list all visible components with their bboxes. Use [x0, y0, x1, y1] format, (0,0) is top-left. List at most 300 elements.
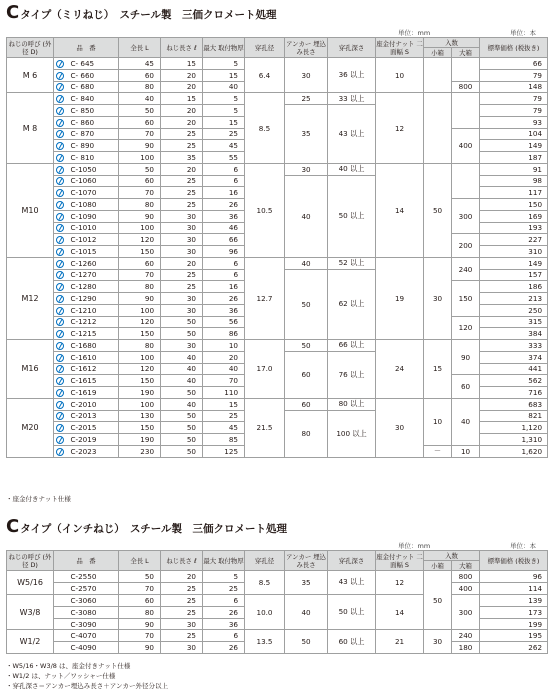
part-icon-cell [54, 257, 67, 269]
length: 130 [119, 410, 161, 422]
qty-large: 180 [452, 642, 480, 654]
max-thickness: 45 [203, 140, 245, 152]
price: 199 [480, 618, 548, 630]
table-row [7, 630, 548, 642]
length: 90 [119, 210, 161, 222]
qty-large: 150 [452, 281, 480, 316]
anchor-symbol-icon [56, 448, 64, 456]
price: 150 [480, 199, 548, 211]
header-part: 品 番 [54, 551, 119, 571]
part-icon-cell [54, 630, 67, 642]
part-number: C-1070 [67, 187, 119, 199]
max-thickness: 5 [203, 105, 245, 117]
table-row [7, 93, 548, 105]
qty-large: 400 [452, 128, 480, 163]
hole-depth: 66 以上 [328, 340, 376, 352]
thread-length: 20 [161, 105, 203, 117]
thread-length: 30 [161, 246, 203, 258]
qty-large [452, 163, 480, 198]
length: 100 [119, 152, 161, 164]
part-icon-cell [54, 422, 67, 434]
price: 384 [480, 328, 548, 340]
thread-length: 30 [161, 222, 203, 234]
header-price: 標準価格 (税抜き) [480, 38, 548, 58]
qty-large: 10 [452, 445, 480, 457]
part-icon-cell [54, 387, 67, 399]
part-icon-cell [54, 316, 67, 328]
anchor-depth: 40 [285, 594, 328, 630]
drill-diameter: 8.5 [245, 571, 285, 595]
anchor-depth: 40 [285, 257, 328, 269]
max-thickness: 15 [203, 116, 245, 128]
thread-length: 30 [161, 642, 203, 654]
anchor-symbol-icon [56, 283, 64, 291]
part-number: C-1090 [67, 210, 119, 222]
hole-depth: 100 以上 [328, 410, 376, 457]
price: 213 [480, 293, 548, 305]
nut-width: 12 [376, 571, 424, 595]
title-letter: C [6, 2, 20, 23]
header-nut: 座金付ナット 二面幅 S [376, 552, 423, 569]
hole-depth: 76 以上 [328, 351, 376, 398]
anchor-symbol-icon [56, 142, 64, 150]
thread-size: M 8 [7, 93, 54, 164]
part-number: C- 810 [67, 152, 119, 164]
nut-width: 14 [376, 594, 424, 630]
part-number: C- 870 [67, 128, 119, 140]
max-thickness: 26 [203, 606, 245, 618]
max-thickness: 26 [203, 293, 245, 305]
qty-small [424, 58, 452, 93]
part-number: C-1610 [67, 351, 119, 363]
max-thickness: 15 [203, 398, 245, 410]
length: 100 [119, 398, 161, 410]
header-hole-depth: 穿孔深さ [328, 551, 376, 571]
price: 66 [480, 58, 548, 70]
max-thickness: 6 [203, 175, 245, 187]
thread-length: 25 [161, 630, 203, 642]
header-qty-large: 大箱 [452, 48, 480, 58]
thread-length: 50 [161, 316, 203, 328]
anchor-symbol-icon [56, 177, 64, 185]
hole-depth: 36 以上 [328, 58, 376, 93]
thread-length: 30 [161, 234, 203, 246]
part-icon-cell [54, 445, 67, 457]
qty-large: 60 [452, 375, 480, 399]
price: 91 [480, 163, 548, 175]
hole-depth: 43 以上 [328, 105, 376, 164]
length: 80 [119, 81, 161, 93]
length: 150 [119, 246, 161, 258]
thread-length: 30 [161, 340, 203, 352]
header-length: 全長 L [119, 551, 161, 571]
anchor-symbol-icon [56, 354, 64, 362]
part-number: C-1012 [67, 234, 119, 246]
thread-length: 25 [161, 281, 203, 293]
thread-length: 25 [161, 199, 203, 211]
header-qty-small: 小箱 [424, 48, 452, 58]
table-row [7, 58, 548, 70]
max-thickness: 36 [203, 618, 245, 630]
part-number: C-1270 [67, 269, 119, 281]
price: 149 [480, 257, 548, 269]
thread-length: 40 [161, 375, 203, 387]
thread-size: M20 [7, 398, 54, 457]
note-1: ・W5/16・W3/8 は、座金付きナット仕様 [6, 662, 131, 670]
length: 70 [119, 630, 161, 642]
hole-depth: 62 以上 [328, 269, 376, 340]
header-part: 品 番 [54, 38, 119, 58]
part-icon-cell [54, 222, 67, 234]
max-thickness: 66 [203, 234, 245, 246]
max-thickness: 110 [203, 387, 245, 399]
header-drill: 穿孔径 [245, 38, 285, 58]
thread-length: 40 [161, 363, 203, 375]
part-number: C-1615 [67, 375, 119, 387]
header-qty-large: 大箱 [452, 561, 480, 571]
max-thickness: 16 [203, 281, 245, 293]
length: 90 [119, 642, 161, 654]
max-thickness: 86 [203, 328, 245, 340]
qty-small: 10 [424, 398, 452, 445]
price: 1,620 [480, 445, 548, 457]
part-number: C-2023 [67, 445, 119, 457]
nut-width: 21 [376, 630, 424, 654]
part-icon-cell [54, 375, 67, 387]
thread-length: 50 [161, 434, 203, 446]
thread-length: 20 [161, 163, 203, 175]
anchor-symbol-icon [56, 60, 64, 68]
table-row [7, 571, 548, 583]
thread-length: 25 [161, 606, 203, 618]
price: 1,310 [480, 434, 548, 446]
part-number: C-1212 [67, 316, 119, 328]
length: 120 [119, 316, 161, 328]
length: 60 [119, 69, 161, 81]
qty-large [452, 93, 480, 128]
anchor-symbol-icon [56, 236, 64, 244]
anchor-symbol-icon [56, 248, 64, 256]
thread-size: M 6 [7, 58, 54, 93]
anchor-depth: 80 [285, 410, 328, 457]
hole-depth: 50 以上 [328, 175, 376, 257]
part-number: C- 840 [67, 93, 119, 105]
anchor-depth: 35 [285, 105, 328, 164]
thread-length: 30 [161, 210, 203, 222]
qty-large: 240 [452, 630, 480, 642]
table-row [7, 340, 548, 352]
max-thickness: 45 [203, 422, 245, 434]
drill-diameter: 17.0 [245, 340, 285, 399]
header-max-thickness: 最大 取付物厚 [203, 38, 245, 58]
anchor-symbol-icon [56, 318, 64, 326]
anchor-symbol-icon [56, 424, 64, 432]
part-number: C-1060 [67, 175, 119, 187]
drill-diameter: 10.0 [245, 594, 285, 630]
length: 50 [119, 105, 161, 117]
drill-diameter: 21.5 [245, 398, 285, 457]
length: 45 [119, 58, 161, 70]
part-number: C-1612 [67, 363, 119, 375]
thread-length: 35 [161, 152, 203, 164]
header-qty-small: 小箱 [424, 561, 452, 571]
thread-size: M10 [7, 163, 54, 257]
part-icon-cell [54, 269, 67, 281]
length: 70 [119, 582, 161, 594]
part-number: C-1680 [67, 340, 119, 352]
header-thread-length: ねじ長さ ℓ [161, 38, 203, 58]
part-number: C- 680 [67, 81, 119, 93]
part-number: C- 660 [67, 69, 119, 81]
length: 90 [119, 618, 161, 630]
thread-length: 20 [161, 116, 203, 128]
title-letter: C [6, 516, 20, 537]
length: 150 [119, 328, 161, 340]
part-number: C-1210 [67, 304, 119, 316]
part-icon-cell [54, 304, 67, 316]
qty-large: 300 [452, 594, 480, 630]
part-icon-cell [54, 571, 67, 583]
thread-length: 30 [161, 293, 203, 305]
thread-length: 40 [161, 351, 203, 363]
length: 80 [119, 281, 161, 293]
part-icon-cell [54, 210, 67, 222]
price: 79 [480, 105, 548, 117]
section2-title [6, 518, 287, 536]
max-thickness: 55 [203, 152, 245, 164]
qty-large: 400 [452, 582, 480, 594]
max-thickness: 36 [203, 210, 245, 222]
price: 227 [480, 234, 548, 246]
thread-length: 50 [161, 422, 203, 434]
thread-length: 20 [161, 69, 203, 81]
anchor-depth: 50 [285, 269, 328, 340]
hole-depth: 80 以上 [328, 398, 376, 410]
spec-table-metric [6, 37, 548, 458]
anchor-symbol-icon [56, 377, 64, 385]
max-thickness: 125 [203, 445, 245, 457]
thread-length: 40 [161, 398, 203, 410]
max-thickness: 20 [203, 351, 245, 363]
part-number: C-1619 [67, 387, 119, 399]
title-text: タイプ（インチねじ） スチール製 三価クロメート処理 [20, 523, 288, 535]
max-thickness: 56 [203, 316, 245, 328]
thread-length: 15 [161, 58, 203, 70]
price: 315 [480, 316, 548, 328]
thread-size: W3/8 [7, 594, 54, 630]
header-hole-depth: 穿孔深さ [328, 38, 376, 58]
thread-length: 25 [161, 140, 203, 152]
nut-width: 30 [376, 398, 424, 457]
max-thickness: 5 [203, 58, 245, 70]
part-icon-cell [54, 594, 67, 606]
unit-label: 単位：mm [398, 29, 431, 37]
price: 193 [480, 222, 548, 234]
part-icon-cell [54, 618, 67, 630]
anchor-symbol-icon [56, 130, 64, 138]
thread-length: 50 [161, 387, 203, 399]
anchor-depth: 25 [285, 93, 328, 105]
qty-large: 120 [452, 316, 480, 340]
qty-small: － [424, 445, 452, 457]
anchor-symbol-icon [56, 154, 64, 162]
price: 173 [480, 606, 548, 618]
max-thickness: 26 [203, 642, 245, 654]
part-icon-cell [54, 234, 67, 246]
length: 120 [119, 363, 161, 375]
qty-large: 240 [452, 257, 480, 281]
price: 79 [480, 69, 548, 81]
max-thickness: 25 [203, 582, 245, 594]
max-thickness: 5 [203, 571, 245, 583]
anchor-symbol-icon [56, 213, 64, 221]
header-anchor-depth: アンカー 埋込み長さ [285, 39, 327, 56]
thread-length: 25 [161, 594, 203, 606]
length: 60 [119, 116, 161, 128]
part-icon-cell [54, 410, 67, 422]
anchor-depth: 40 [285, 175, 328, 257]
anchor-symbol-icon [56, 166, 64, 174]
max-thickness: 16 [203, 187, 245, 199]
thread-length: 25 [161, 187, 203, 199]
max-thickness: 40 [203, 363, 245, 375]
max-thickness: 36 [203, 304, 245, 316]
max-thickness: 6 [203, 630, 245, 642]
hole-depth: 43 以上 [328, 571, 376, 595]
anchor-depth: 50 [285, 340, 328, 352]
section1-title [6, 4, 277, 22]
part-number: C- 890 [67, 140, 119, 152]
thread-length: 15 [161, 93, 203, 105]
anchor-symbol-icon [56, 201, 64, 209]
hole-depth: 52 以上 [328, 257, 376, 269]
length: 100 [119, 304, 161, 316]
part-number: C-1280 [67, 281, 119, 293]
qty-large: 300 [452, 199, 480, 234]
drill-diameter: 13.5 [245, 630, 285, 654]
qty-large: 800 [452, 571, 480, 583]
qty-small: 15 [424, 340, 452, 399]
part-icon-cell [54, 363, 67, 375]
part-icon-cell [54, 434, 67, 446]
anchor-symbol-icon [56, 271, 64, 279]
anchor-symbol-icon [56, 295, 64, 303]
anchor-symbol-icon [56, 224, 64, 232]
header-qty: 入数 [424, 38, 480, 48]
price: 186 [480, 281, 548, 293]
qty-small [424, 93, 452, 164]
thread-size: M12 [7, 257, 54, 339]
length: 90 [119, 140, 161, 152]
anchor-symbol-icon [56, 342, 64, 350]
header-max-thickness: 最大 取付物厚 [203, 551, 245, 571]
part-icon-cell [54, 582, 67, 594]
part-icon-cell [54, 606, 67, 618]
max-thickness: 96 [203, 246, 245, 258]
spec-table-inch [6, 550, 548, 654]
part-icon-cell [54, 187, 67, 199]
price-unit-label: 単位：本 [510, 29, 536, 37]
part-number: C-1290 [67, 293, 119, 305]
max-thickness: 25 [203, 410, 245, 422]
length: 100 [119, 351, 161, 363]
thread-length: 25 [161, 582, 203, 594]
part-icon-cell [54, 351, 67, 363]
price: 333 [480, 340, 548, 352]
max-thickness: 5 [203, 93, 245, 105]
hole-depth: 60 以上 [328, 630, 376, 654]
part-icon-cell [54, 105, 67, 117]
max-thickness: 25 [203, 128, 245, 140]
part-icon-cell [54, 69, 67, 81]
anchor-symbol-icon [56, 436, 64, 444]
part-number: C- 850 [67, 105, 119, 117]
length: 60 [119, 594, 161, 606]
thread-length: 20 [161, 257, 203, 269]
part-number: C-2019 [67, 434, 119, 446]
length: 60 [119, 175, 161, 187]
price: 139 [480, 594, 548, 606]
part-icon-cell [54, 152, 67, 164]
nut-width: 24 [376, 340, 424, 399]
drill-diameter: 12.7 [245, 257, 285, 339]
price: 169 [480, 210, 548, 222]
part-icon-cell [54, 281, 67, 293]
part-number: C-1010 [67, 222, 119, 234]
max-thickness: 15 [203, 69, 245, 81]
max-thickness: 6 [203, 163, 245, 175]
thread-length: 25 [161, 269, 203, 281]
price: 98 [480, 175, 548, 187]
table-row [7, 594, 548, 606]
length: 70 [119, 269, 161, 281]
price: 562 [480, 375, 548, 387]
part-number: C-4090 [67, 642, 119, 654]
part-icon-cell [54, 116, 67, 128]
thread-length: 50 [161, 445, 203, 457]
thread-size: W5/16 [7, 571, 54, 595]
price: 441 [480, 363, 548, 375]
part-icon-cell [54, 246, 67, 258]
part-number: C-1215 [67, 328, 119, 340]
length: 80 [119, 340, 161, 352]
part-number: C-3090 [67, 618, 119, 630]
length: 230 [119, 445, 161, 457]
header-qty: 入数 [424, 551, 480, 561]
max-thickness: 26 [203, 199, 245, 211]
price: 195 [480, 630, 548, 642]
qty-large: 800 [452, 81, 480, 93]
part-number: C-3080 [67, 606, 119, 618]
thread-length: 30 [161, 304, 203, 316]
drill-diameter: 8.5 [245, 93, 285, 164]
part-icon-cell [54, 163, 67, 175]
header-drill: 穿孔径 [245, 551, 285, 571]
nut-width: 12 [376, 93, 424, 164]
max-thickness: 6 [203, 594, 245, 606]
title-text: タイプ（ミリねじ） スチール製 三価クロメート処理 [20, 9, 277, 21]
part-icon-cell [54, 175, 67, 187]
qty-large: 200 [452, 234, 480, 258]
qty-large: 90 [452, 340, 480, 375]
anchor-depth: 35 [285, 571, 328, 595]
price: 79 [480, 93, 548, 105]
part-icon-cell [54, 128, 67, 140]
anchor-symbol-icon [56, 389, 64, 397]
nut-width: 19 [376, 257, 424, 339]
price: 93 [480, 116, 548, 128]
length: 150 [119, 422, 161, 434]
